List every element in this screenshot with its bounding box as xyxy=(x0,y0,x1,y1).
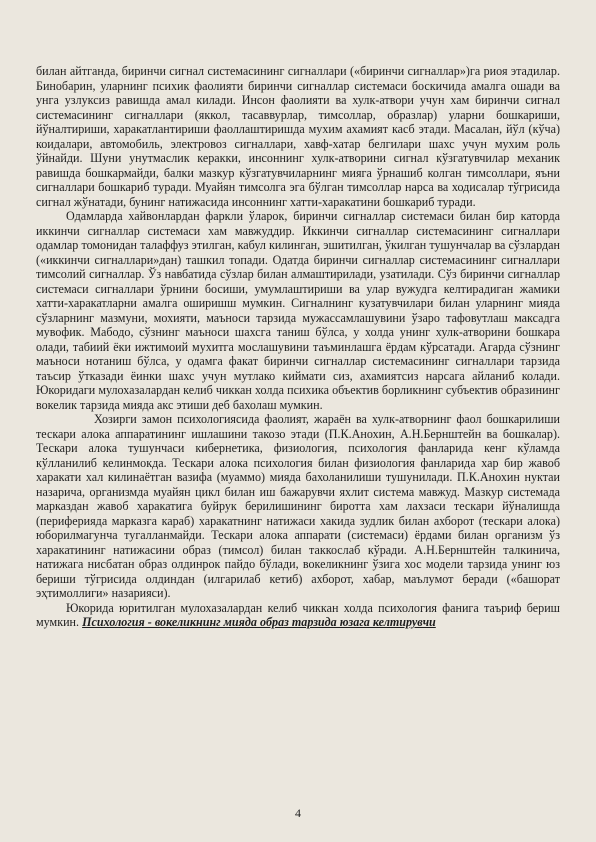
psychology-definition-emphasis: Психология - вокеликнинг мияда образ тарзида юзага келтирувчи xyxy=(82,615,436,629)
paragraph-4-text: Юкорида юритилган мулохазалардан келиб чиккан холда психология фанига таъриф бериш мумкин. xyxy=(36,600,560,629)
paragraph-3: Хозирги замон психологиясида фаолият, жараён ва хулк-атворнинг фаол бошкарилиши тескари алока аппаратининг ишлашини такозо этади (П.К.Анохин, А.Н.Бернштейн ва бошкалар). Тескари алока тушунчаси кибернетика, физиология, психология фанларида кенг кўламда кўлланилиб келинмокда. Тескари алока психология билан физиология фанларида хар бир жавоб харакати хал килинаётган вазифа (муаммо) мияда бахоланилиши тушунилади. П.К.Анохин нуктаи назарича, организмда муайян цикл билан иш бажарувчи яхлит система мавжуд. Мазкур системада марказдан жавоб харакатига буйрук берилишининг биротта хам лахзаси тескари йўналишда (периферияда марказга караб) харакатнинг натижаси хакида зудлик билан ахборот (тескари алока) юборилмагунча тугалланмайди. Тескари алока аппарати (системаси) ёрдами билан организм ўз харакатининг натижасини образ (тимсол) билан таккослаб кўради. А.Н.Бернштейн талкинича, натижага нисбатан образ олдинрок пайдо бўлади, вокеликнинг ўзига хос модели тарзида унинг юз бериши тўгрисида олдиндан (илгарилаб кетиб) ахборот, хабар, маълумот беради («башорат эҳтимоллиги» назарияси). xyxy=(36,412,560,600)
paragraph-2: Одамларда хайвонлардан фаркли ўларок, биринчи сигналлар системаси билан бир каторда иккинчи сигналлар системаси хам мавжуддир. Иккинчи сигналлар системасининг сигналлари одамлар томонидан талаффуз этилган, кабул килинган, эшитилган, ўкилган тушунчалар ва сўзлардан («иккинчи сигналлари»дан) ташкил топади. Одатда биринчи сигналлар системасининг сигналлари тимсолий сигналлар. Ўз навбатида сўзлар билан алмаштирилади, узатилади. Сўз биринчи сигналлар системаси сигналлари ўрнини босиши, умумлаштириши ва улар вужудга келтирадиган жамики хатти-харакатларни амалга оширишш мумкин. Сигналнинг кузатувчилари билан уларнинг мияда сўзларнинг мазмуни, мохияти, маъноси тарзида мужассамлашувини ўзаро тафовутлаш максадга мувофик. Мабодо, сўзнинг маъноси шахсга таниш бўлса, у холда унинг хулк-атворини бошкара олади, табиий ёки ижтимоий мухитга мослашувини таъминлашга ёрдам кўрсатади. Агарда сўзнинг маъноси нотаниш бўлса, у одамга факат биринчи сигналлар системасининг сигналлари тарзида таъсир ўтказади ёинки шахс учун мутлако киймати сиз, ахамиятсиз нарсага айланиб колади. Юкоридаги мулохазалардан келиб чиккан холда психика объектив борликнинг субъектив образининг вокелик тарзида мияда акс этиши деб бахолаш мумкин. xyxy=(36,209,560,412)
paragraph-1: билан айтганда, биринчи сигнал системасининг сигналлари («биринчи сигналлар»)га риоя этадилар. Бинобарин, уларнинг психик фаолияти биринчи сигналлар системаси боскичида амалга ошади ва унга узлуксиз равишда амал килади. Инсон фаолияти ва хулк-атвори учун хам биринчи сигнал системасининг сигналлари (яккол, тасаввурлар, тимсоллар, образлар) уларни бошкариши, йўналтириши, харакатлантириши фаоллаштиришда мухим ахамият касб этади. Масалан, йўл (кўча) коидалари, автомобиль, электровоз сигналлари, хавф-хатар белгилари шахс учун мухим роль ўйнайди. Шуни унутмаслик керакки, инсоннинг хулк-атворини сигнал кўзгатувчилар механик равишда бошкармайди, балки мазкур кўзгатувчиларнинг мияга ўрнашиб колган тимсоллари, яъни сигналлари бошкариб туради. Муайян тимсолга эга бўлган тимсоллар нарса ва ходисалар тўгрисида сигнал жўнатади, бунинг натижасида инсоннинг хатти-харакатини бошкариб туради. xyxy=(36,64,560,209)
body-text xyxy=(36,64,560,630)
paragraph-4 xyxy=(36,601,560,630)
page-number: 4 xyxy=(295,806,301,820)
